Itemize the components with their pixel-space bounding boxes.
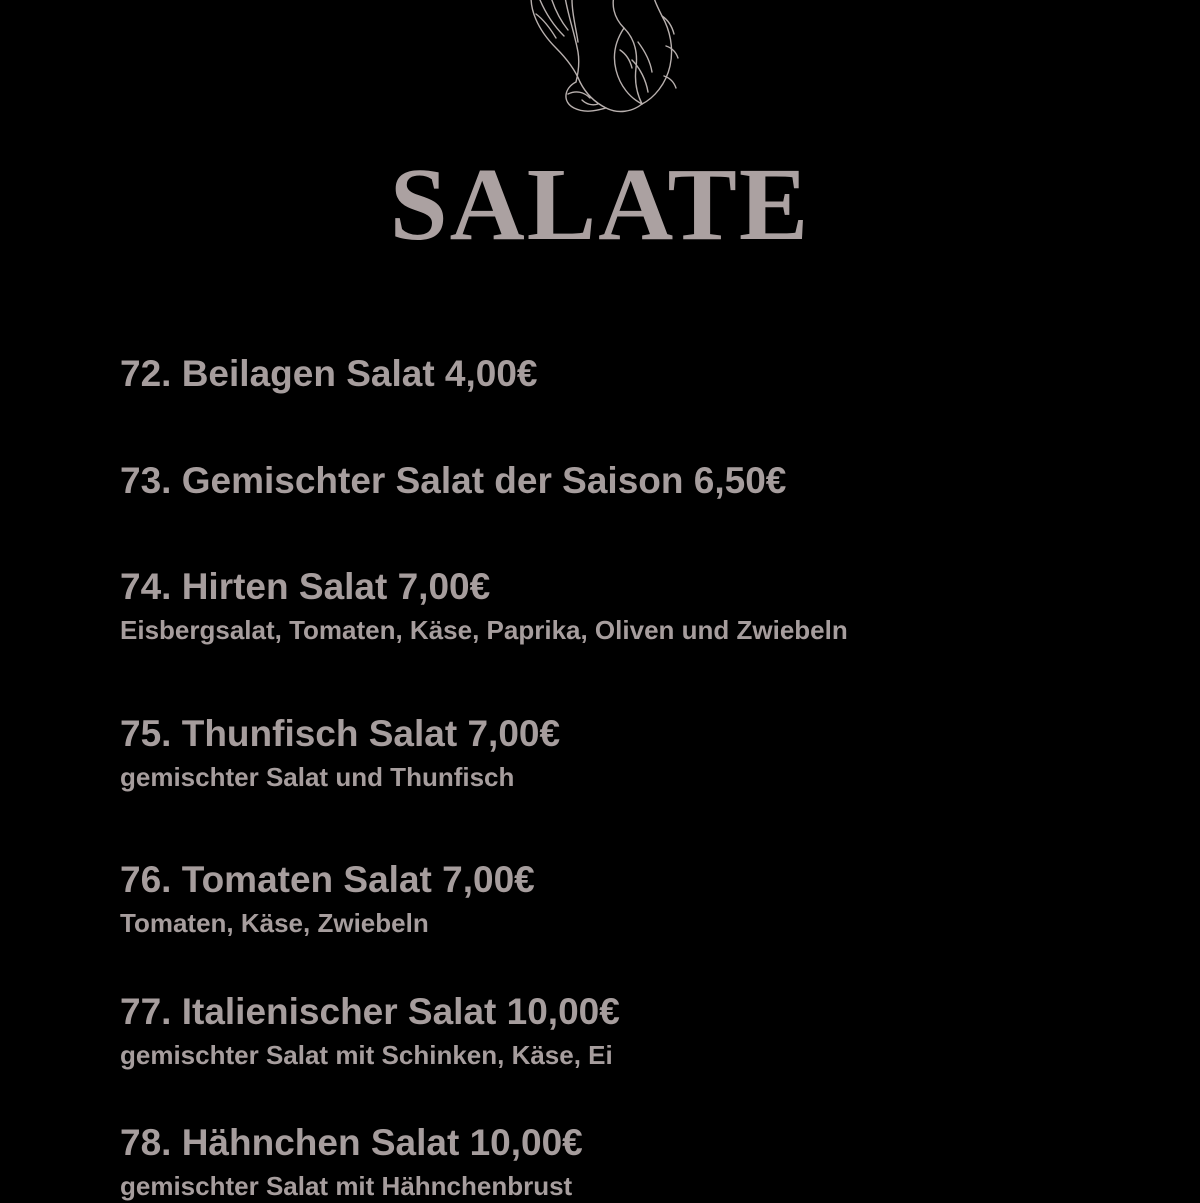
menu-item-name: 74. Hirten Salat 7,00€ <box>120 566 491 607</box>
menu-item-75 <box>120 712 1120 794</box>
menu-item-description: Eisbergsalat, Tomaten, Käse, Paprika, Oliven und Zwiebeln <box>120 615 848 646</box>
menu-item-72 <box>120 352 1120 396</box>
page-title: SALATE <box>389 147 811 262</box>
lettuce-leaf-icon <box>520 0 685 118</box>
menu-item-description: Tomaten, Käse, Zwiebeln <box>120 908 429 939</box>
menu-item-name: 73. Gemischter Salat der Saison 6,50€ <box>120 460 787 501</box>
menu-item-name: 77. Italienischer Salat 10,00€ <box>120 991 620 1032</box>
menu-item-73 <box>120 459 1120 503</box>
menu-item-name: 76. Tomaten Salat 7,00€ <box>120 859 535 900</box>
menu-item-description: gemischter Salat und Thunfisch <box>120 762 515 793</box>
menu-item-78 <box>120 1121 1120 1203</box>
menu-item-name: 75. Thunfisch Salat 7,00€ <box>120 713 561 754</box>
menu-item-74 <box>120 565 1120 647</box>
menu-item-description: gemischter Salat mit Schinken, Käse, Ei <box>120 1040 613 1071</box>
menu-item-77 <box>120 990 1120 1072</box>
menu-item-76 <box>120 858 1120 940</box>
menu-item-description: gemischter Salat mit Hähnchenbrust <box>120 1171 573 1202</box>
menu-item-name: 78. Hähnchen Salat 10,00€ <box>120 1122 583 1163</box>
menu-item-name: 72. Beilagen Salat 4,00€ <box>120 353 538 394</box>
